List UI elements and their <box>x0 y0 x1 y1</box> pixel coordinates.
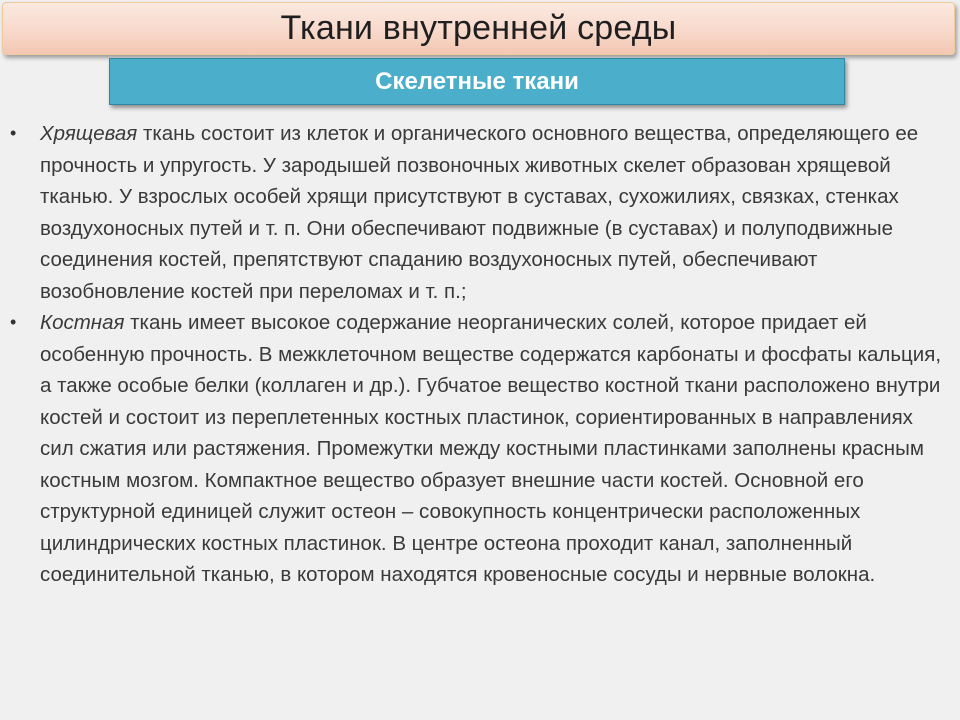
bullet-item-bone <box>10 307 950 591</box>
bullet-dot-icon: • <box>10 312 17 332</box>
slide-title: Ткани внутренней среды <box>280 9 677 47</box>
bullet-list <box>10 118 950 591</box>
section-banner <box>109 58 845 105</box>
bullet-text: ткань имеет высокое содержание неорганических солей, которое придает ей особенную прочность. В межклеточном веществе содержатся карбонаты и фосфаты кальция, а также особые белки (коллаген и др.). Губчатое вещество костной ткани расположено внутри костей и состоит из переплетенных костных пластинок, сориентированных в направлениях сил сжатия или растяжения. Промежутки между костными пластинками заполнены красным костным мозгом. Компактное вещество образует внешние части костей. Основной его структурной единицей служит остеон – совокупность концентрически расположенных цилиндрических костных пластинок. В центре остеона проходит канал, заполненный соединительной тканью, в котором находятся кровеносные сосуды и нервные волокна. <box>40 311 942 586</box>
bullet-dot-icon: • <box>10 123 17 143</box>
section-title: Скелетные ткани <box>375 67 579 95</box>
bullet-term: Костная <box>40 311 125 334</box>
slide-title-bar <box>2 2 955 55</box>
bullet-text: ткань состоит из клеток и органического основного вещества, определяющего ее прочность и упругость. У зародышей позвоночных животных скелет образован хрящевой тканью. У взрослых особей хрящи присутствуют в суставах, сухожилиях, связках, стенках воздухоносных путей и т. п. Они обеспечивают подвижные (в суставах) и полуподвижные соединения костей, препятствуют спаданию воздухоносных путей, обеспечивают возобновление костей при переломах и т. п.; <box>40 122 919 303</box>
bullet-item-cartilage <box>10 118 950 307</box>
bullet-term: Хрящевая <box>40 122 138 145</box>
